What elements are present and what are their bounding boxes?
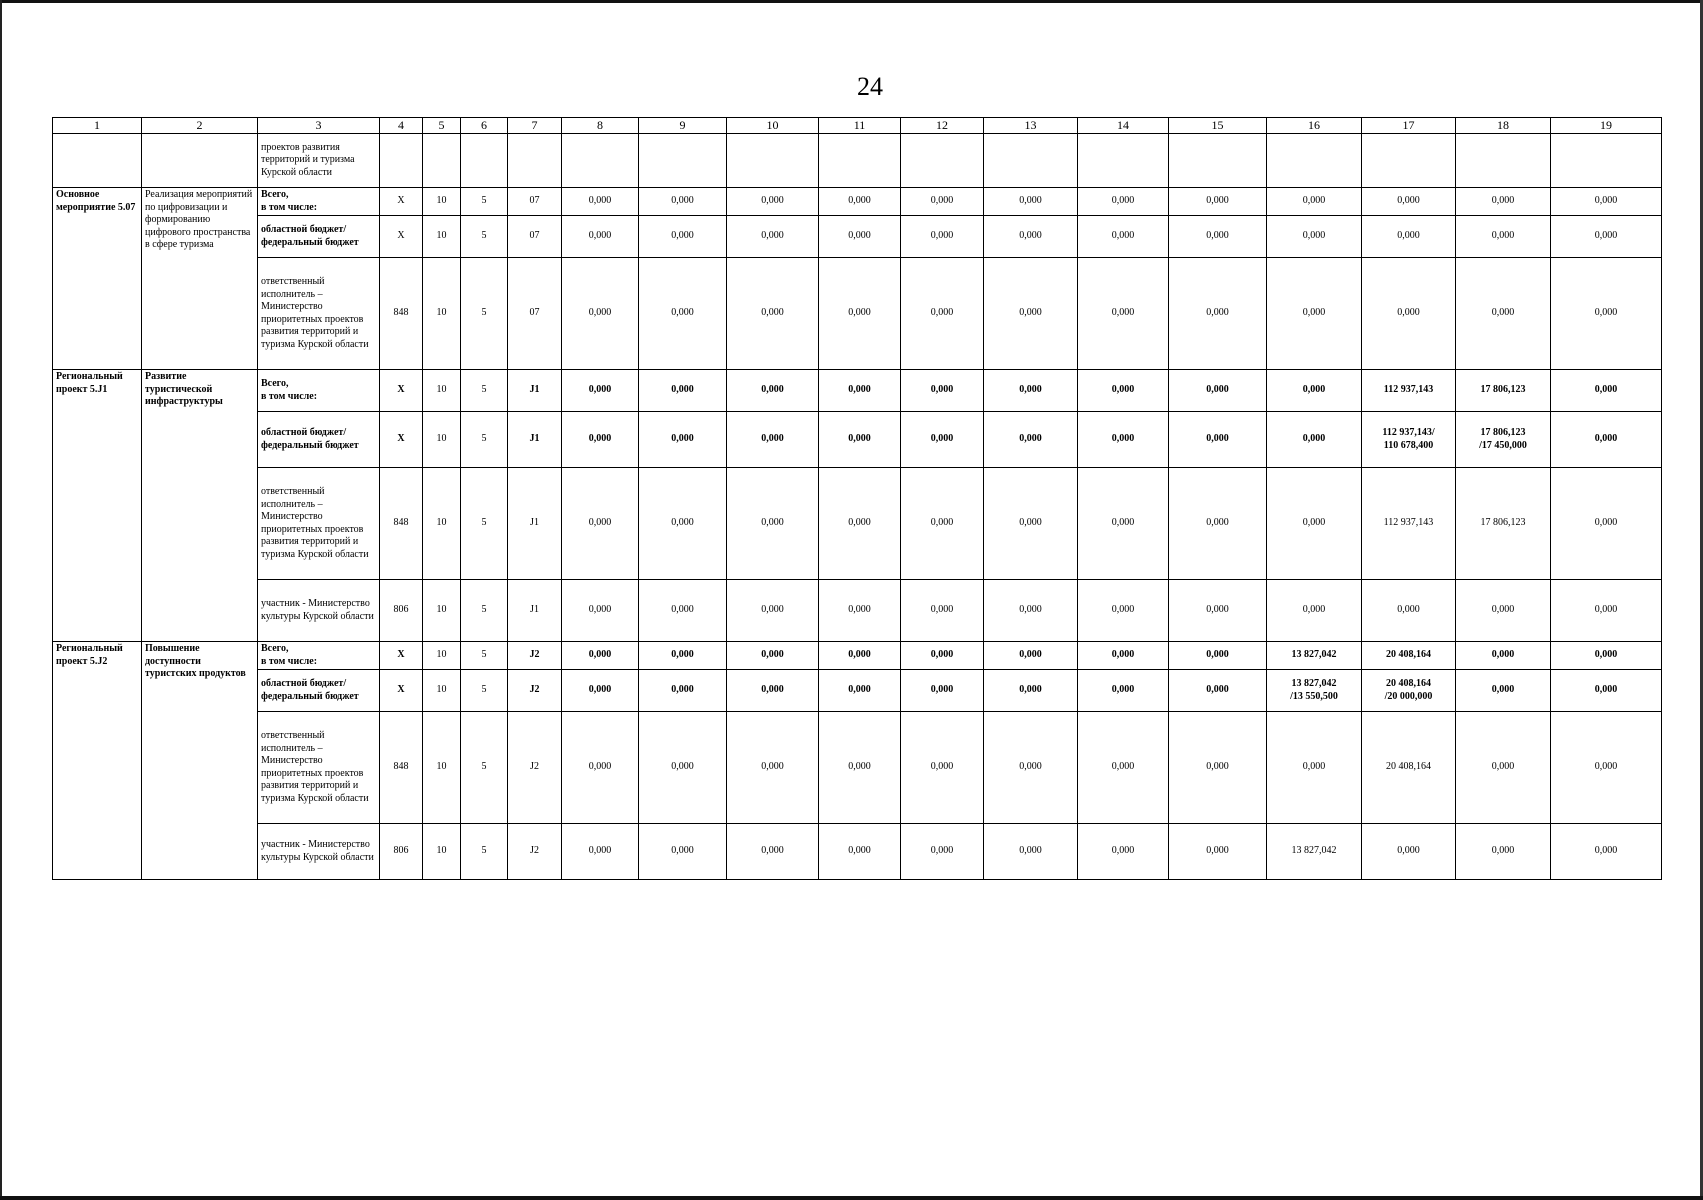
value-cell: 0,000: [1456, 642, 1551, 670]
value-cell: 0,000: [984, 188, 1078, 216]
value-cell: 0,000: [727, 468, 819, 580]
col-4-cell: 806: [380, 580, 423, 642]
value-cell: 0,000: [819, 580, 901, 642]
empty-cell: [1169, 134, 1267, 188]
table-row: [53, 216, 1662, 258]
empty-cell: [53, 134, 142, 188]
value-cell: 0,000: [562, 642, 639, 670]
value-cell: 20 408,164: [1362, 712, 1456, 824]
value-cell: 0,000: [1078, 188, 1169, 216]
row-description: участник - Министерство культуры Курской области: [258, 580, 380, 642]
col-6-cell: 5: [461, 642, 508, 670]
col-4-cell: Х: [380, 642, 423, 670]
row-description: Всего, в том числе:: [258, 642, 380, 670]
col-6-cell: 5: [461, 824, 508, 880]
col-7-cell: J2: [508, 824, 562, 880]
group-title: Региональный проект 5.J1: [53, 370, 142, 642]
value-cell: 0,000: [562, 670, 639, 712]
empty-cell: [984, 134, 1078, 188]
empty-cell: [1267, 134, 1362, 188]
column-header: 3: [258, 118, 380, 134]
value-cell: 0,000: [562, 216, 639, 258]
empty-cell: [901, 134, 984, 188]
value-cell: 0,000: [639, 824, 727, 880]
column-header: 5: [423, 118, 461, 134]
col-6-cell: 5: [461, 580, 508, 642]
col-6-cell: 5: [461, 412, 508, 468]
empty-cell: [1456, 134, 1551, 188]
col-5-cell: 10: [423, 370, 461, 412]
table-row: [53, 258, 1662, 370]
value-cell: 0,000: [1456, 216, 1551, 258]
value-cell: 0,000: [1267, 370, 1362, 412]
value-cell: 0,000: [984, 216, 1078, 258]
value-cell: 0,000: [1551, 188, 1662, 216]
col-4-cell: Х: [380, 370, 423, 412]
row-description: областной бюджет/ федеральный бюджет: [258, 412, 380, 468]
value-cell: 0,000: [984, 580, 1078, 642]
col-4-cell: 848: [380, 712, 423, 824]
table-row: [53, 468, 1662, 580]
column-header: 2: [142, 118, 258, 134]
value-cell: 0,000: [1169, 712, 1267, 824]
scan-edge-left: [0, 0, 2, 1200]
value-cell: 0,000: [1267, 258, 1362, 370]
col-5-cell: 10: [423, 580, 461, 642]
group-title: Региональный проект 5.J2: [53, 642, 142, 880]
column-header: 12: [901, 118, 984, 134]
value-cell: 0,000: [901, 468, 984, 580]
value-cell: 0,000: [639, 670, 727, 712]
value-cell: 0,000: [901, 642, 984, 670]
empty-cell: [508, 134, 562, 188]
value-cell: 0,000: [1551, 216, 1662, 258]
table-row: [53, 580, 1662, 642]
value-cell: 0,000: [901, 258, 984, 370]
value-cell: 0,000: [819, 468, 901, 580]
value-cell: 0,000: [1078, 580, 1169, 642]
group-name: Реализация мероприятий по цифровизации и формированию цифрового пространства в сфере туризма: [142, 188, 258, 370]
col-4-cell: Х: [380, 188, 423, 216]
value-cell: 0,000: [1456, 580, 1551, 642]
value-cell: 0,000: [819, 412, 901, 468]
value-cell: 0,000: [639, 188, 727, 216]
value-cell: 0,000: [1169, 824, 1267, 880]
value-cell: 0,000: [1169, 188, 1267, 216]
value-cell: 13 827,042: [1267, 642, 1362, 670]
group-title: Основное мероприятие 5.07: [53, 188, 142, 370]
column-header: 8: [562, 118, 639, 134]
column-header: 15: [1169, 118, 1267, 134]
value-cell: 0,000: [1267, 188, 1362, 216]
col-7-cell: 07: [508, 216, 562, 258]
empty-cell: [1551, 134, 1662, 188]
column-header: 17: [1362, 118, 1456, 134]
col-7-cell: 07: [508, 258, 562, 370]
value-cell: 0,000: [984, 412, 1078, 468]
scan-edge-bottom: [0, 1196, 1703, 1200]
value-cell: 0,000: [639, 468, 727, 580]
value-cell: 0,000: [819, 216, 901, 258]
value-cell: 0,000: [1267, 712, 1362, 824]
empty-cell: [639, 134, 727, 188]
value-cell: 0,000: [1078, 412, 1169, 468]
row-description: областной бюджет/ федеральный бюджет: [258, 670, 380, 712]
value-cell: 0,000: [1169, 370, 1267, 412]
value-cell: 0,000: [819, 258, 901, 370]
empty-cell: [819, 134, 901, 188]
col-6-cell: 5: [461, 216, 508, 258]
value-cell: 0,000: [984, 824, 1078, 880]
col-4-cell: 848: [380, 258, 423, 370]
value-cell: 0,000: [984, 712, 1078, 824]
value-cell: 0,000: [819, 642, 901, 670]
row-description: ответственный исполнитель – Министерство приоритетных проектов развития территорий и туризма Курской области: [258, 468, 380, 580]
empty-cell: [727, 134, 819, 188]
col-5-cell: 10: [423, 712, 461, 824]
value-cell: 0,000: [1078, 642, 1169, 670]
value-cell: 0,000: [1078, 216, 1169, 258]
value-cell: 112 937,143/ 110 678,400: [1362, 412, 1456, 468]
value-cell: 0,000: [819, 188, 901, 216]
value-cell: 0,000: [727, 258, 819, 370]
col-7-cell: 07: [508, 188, 562, 216]
empty-cell: [562, 134, 639, 188]
value-cell: 0,000: [1267, 216, 1362, 258]
page-number: 24: [857, 72, 883, 101]
col-7-cell: J1: [508, 370, 562, 412]
col-4-cell: Х: [380, 216, 423, 258]
value-cell: 17 806,123: [1456, 370, 1551, 412]
value-cell: 0,000: [639, 642, 727, 670]
value-cell: 0,000: [727, 712, 819, 824]
value-cell: 0,000: [1169, 468, 1267, 580]
value-cell: 0,000: [727, 188, 819, 216]
column-header: 14: [1078, 118, 1169, 134]
value-cell: 0,000: [1362, 216, 1456, 258]
value-cell: 0,000: [1078, 670, 1169, 712]
value-cell: 0,000: [639, 216, 727, 258]
table-row: [53, 188, 1662, 216]
col-6-cell: 5: [461, 258, 508, 370]
col-7-cell: J1: [508, 468, 562, 580]
value-cell: 0,000: [984, 670, 1078, 712]
col-7-cell: J2: [508, 712, 562, 824]
empty-cell: [461, 134, 508, 188]
scan-edge-top: [0, 0, 1703, 3]
value-cell: 0,000: [1169, 670, 1267, 712]
value-cell: 0,000: [1362, 824, 1456, 880]
group-name: Повышение доступности туристских продуктов: [142, 642, 258, 880]
column-header: 13: [984, 118, 1078, 134]
col-5-cell: 10: [423, 216, 461, 258]
value-cell: 13 827,042: [1267, 824, 1362, 880]
table-row: [53, 824, 1662, 880]
col-6-cell: 5: [461, 670, 508, 712]
value-cell: 0,000: [562, 712, 639, 824]
value-cell: 13 827,042 /13 550,500: [1267, 670, 1362, 712]
value-cell: 0,000: [1078, 824, 1169, 880]
column-header: 11: [819, 118, 901, 134]
value-cell: 0,000: [1362, 580, 1456, 642]
value-cell: 0,000: [1169, 412, 1267, 468]
value-cell: 0,000: [1078, 468, 1169, 580]
col-5-cell: 10: [423, 642, 461, 670]
value-cell: 0,000: [727, 216, 819, 258]
column-header: 6: [461, 118, 508, 134]
value-cell: 0,000: [1267, 412, 1362, 468]
table-row: [53, 370, 1662, 412]
value-cell: 0,000: [1169, 216, 1267, 258]
value-cell: 0,000: [562, 824, 639, 880]
table-row: [53, 134, 1662, 188]
column-header: 9: [639, 118, 727, 134]
value-cell: 0,000: [639, 258, 727, 370]
col-4-cell: Х: [380, 412, 423, 468]
value-cell: 0,000: [1078, 712, 1169, 824]
value-cell: 0,000: [1362, 188, 1456, 216]
value-cell: 0,000: [1456, 824, 1551, 880]
value-cell: 0,000: [562, 468, 639, 580]
column-header: 4: [380, 118, 423, 134]
value-cell: 0,000: [984, 258, 1078, 370]
value-cell: 0,000: [984, 370, 1078, 412]
value-cell: 112 937,143: [1362, 468, 1456, 580]
value-cell: 0,000: [727, 370, 819, 412]
value-cell: 0,000: [1078, 258, 1169, 370]
col-6-cell: 5: [461, 712, 508, 824]
empty-cell: [142, 134, 258, 188]
col-5-cell: 10: [423, 824, 461, 880]
column-header: 18: [1456, 118, 1551, 134]
row-description: участник - Министерство культуры Курской области: [258, 824, 380, 880]
row-description: областной бюджет/ федеральный бюджет: [258, 216, 380, 258]
value-cell: 0,000: [727, 642, 819, 670]
value-cell: 0,000: [639, 580, 727, 642]
value-cell: 0,000: [639, 370, 727, 412]
value-cell: 0,000: [901, 216, 984, 258]
value-cell: 0,000: [819, 712, 901, 824]
value-cell: 0,000: [1456, 712, 1551, 824]
value-cell: 0,000: [727, 824, 819, 880]
value-cell: 0,000: [562, 370, 639, 412]
value-cell: 0,000: [901, 712, 984, 824]
value-cell: 0,000: [1078, 370, 1169, 412]
empty-cell: [380, 134, 423, 188]
value-cell: 0,000: [1267, 580, 1362, 642]
value-cell: 112 937,143: [1362, 370, 1456, 412]
value-cell: 0,000: [1551, 370, 1662, 412]
value-cell: 0,000: [1551, 824, 1662, 880]
col-6-cell: 5: [461, 370, 508, 412]
table-body: [53, 118, 1662, 880]
value-cell: 0,000: [1551, 670, 1662, 712]
value-cell: 0,000: [901, 670, 984, 712]
empty-cell: [1362, 134, 1456, 188]
column-header: 16: [1267, 118, 1362, 134]
col-5-cell: 10: [423, 258, 461, 370]
col-6-cell: 5: [461, 188, 508, 216]
value-cell: 0,000: [1169, 258, 1267, 370]
table-row: [53, 712, 1662, 824]
group-name: Развитие туристической инфраструктуры: [142, 370, 258, 642]
col-5-cell: 10: [423, 188, 461, 216]
col-5-cell: 10: [423, 412, 461, 468]
value-cell: 0,000: [1551, 580, 1662, 642]
value-cell: 0,000: [1551, 468, 1662, 580]
value-cell: 0,000: [1169, 580, 1267, 642]
column-header: 19: [1551, 118, 1662, 134]
value-cell: 0,000: [1456, 670, 1551, 712]
column-header: 1: [53, 118, 142, 134]
col-7-cell: J2: [508, 642, 562, 670]
value-cell: 20 408,164: [1362, 642, 1456, 670]
value-cell: 17 806,123 /17 450,000: [1456, 412, 1551, 468]
col-4-cell: 806: [380, 824, 423, 880]
budget-table: [52, 117, 1662, 880]
value-cell: 0,000: [562, 580, 639, 642]
row-description: Всего, в том числе:: [258, 370, 380, 412]
col-5-cell: 10: [423, 670, 461, 712]
value-cell: 0,000: [1169, 642, 1267, 670]
value-cell: 0,000: [727, 580, 819, 642]
value-cell: 0,000: [984, 468, 1078, 580]
value-cell: 0,000: [1551, 642, 1662, 670]
value-cell: 0,000: [1456, 258, 1551, 370]
column-header: 10: [727, 118, 819, 134]
row-description: Всего, в том числе:: [258, 188, 380, 216]
column-header: 7: [508, 118, 562, 134]
row-description: проектов развития территорий и туризма Курской области: [258, 134, 380, 188]
value-cell: 0,000: [1551, 712, 1662, 824]
value-cell: 0,000: [901, 412, 984, 468]
value-cell: 0,000: [562, 188, 639, 216]
row-description: ответственный исполнитель – Министерство приоритетных проектов развития территорий и туризма Курской области: [258, 712, 380, 824]
col-7-cell: J1: [508, 580, 562, 642]
value-cell: 0,000: [1456, 188, 1551, 216]
value-cell: 0,000: [901, 370, 984, 412]
value-cell: 17 806,123: [1456, 468, 1551, 580]
value-cell: 0,000: [819, 824, 901, 880]
table-row: [53, 412, 1662, 468]
value-cell: 0,000: [901, 824, 984, 880]
value-cell: 0,000: [562, 412, 639, 468]
value-cell: 0,000: [901, 580, 984, 642]
value-cell: 0,000: [984, 642, 1078, 670]
table-row: [53, 642, 1662, 670]
value-cell: 0,000: [1362, 258, 1456, 370]
empty-cell: [423, 134, 461, 188]
value-cell: 0,000: [819, 670, 901, 712]
col-5-cell: 10: [423, 468, 461, 580]
value-cell: 0,000: [639, 412, 727, 468]
value-cell: 0,000: [562, 258, 639, 370]
value-cell: 0,000: [1267, 468, 1362, 580]
header-row: [53, 118, 1662, 134]
value-cell: 0,000: [819, 370, 901, 412]
empty-cell: [1078, 134, 1169, 188]
table-row: [53, 670, 1662, 712]
col-6-cell: 5: [461, 468, 508, 580]
value-cell: 0,000: [727, 670, 819, 712]
value-cell: 20 408,164 /20 000,000: [1362, 670, 1456, 712]
col-4-cell: 848: [380, 468, 423, 580]
value-cell: 0,000: [727, 412, 819, 468]
value-cell: 0,000: [639, 712, 727, 824]
col-7-cell: J1: [508, 412, 562, 468]
value-cell: 0,000: [901, 188, 984, 216]
value-cell: 0,000: [1551, 412, 1662, 468]
value-cell: 0,000: [1551, 258, 1662, 370]
col-7-cell: J2: [508, 670, 562, 712]
col-4-cell: Х: [380, 670, 423, 712]
row-description: ответственный исполнитель – Министерство приоритетных проектов развития территорий и туризма Курской области: [258, 258, 380, 370]
